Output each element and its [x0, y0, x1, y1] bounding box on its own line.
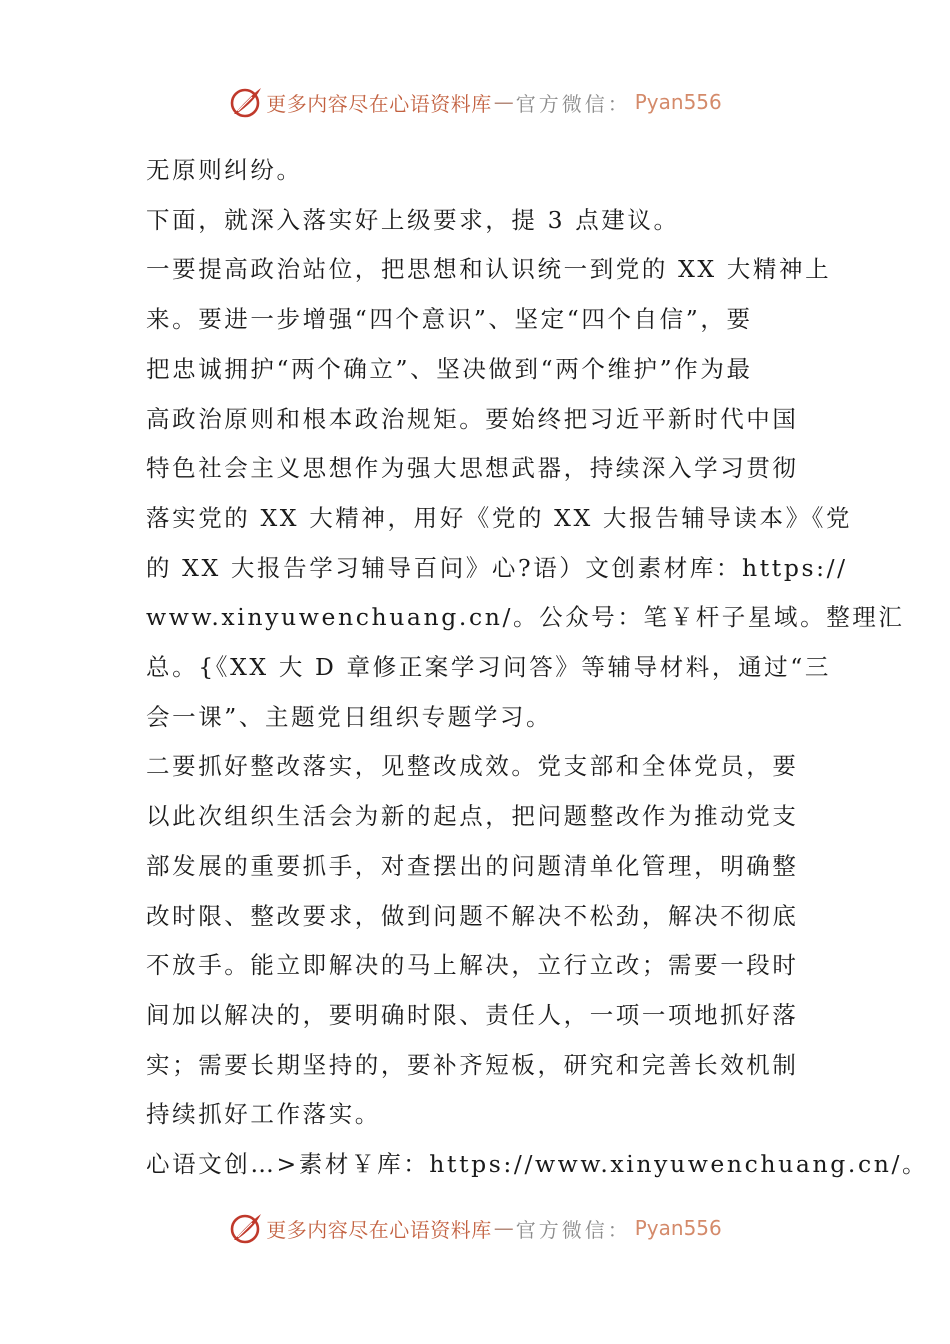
footer-wechat-id: Pyan556 [634, 1216, 722, 1240]
text-line: 会一课”、主题党日组织专题学习。 [146, 702, 553, 731]
text-line: 实；需要长期坚持的，要补齐短板，研究和完善长效机制 [146, 1050, 799, 1079]
text-line: 高政治原则和根本政治规矩。要始终把习近平新时代中国 [146, 404, 799, 433]
text-line: 下面，就深入落实好上级要求，提 3 点建议。 [146, 205, 680, 234]
footer-official-label: 官方微信： [515, 1217, 631, 1242]
paragraph-5 [146, 1140, 929, 1190]
paragraph-1 [146, 146, 806, 196]
text-line: 以此次组织生活会为新的起点，把问题整改作为推动党支 [146, 802, 799, 831]
text-line: 改时限、整改要求，做到问题不解决不松劲，解决不彻底 [146, 901, 799, 930]
footer-brand-text: 更多内容尽在心语资料库 [266, 1217, 492, 1242]
text-line: 间加以解决的，要明确时限、责任人，一项一项地抓好落 [146, 1000, 799, 1029]
paragraph-2 [146, 196, 806, 246]
header-dash: — [493, 90, 514, 114]
text-line: 二要抓好整改落实，见整改成效。党支部和全体党员，要 [146, 752, 799, 781]
document-body [146, 146, 929, 1190]
text-line: www.xinyuwenchuang.cn/。公众号：笔￥杆子星域。整理汇 [146, 603, 905, 632]
text-line: 落实党的 XX 大精神，用好《党的 XX 大报告辅导读本》《党 [146, 503, 853, 532]
quill-logo-icon [228, 84, 264, 120]
header-wechat-id: Pyan556 [634, 90, 722, 114]
text-line: 无原则纠纷。 [146, 156, 303, 184]
text-line: 的 XX 大报告学习辅导百问》心?语）文创素材库：https:// [146, 553, 848, 582]
text-line: 一要提高政治站位，把思想和认识统一到党的 XX 大精神上 [146, 255, 832, 284]
text-line: 来。要进一步增强“四个意识”、坚定“四个自信”，要 [146, 305, 753, 334]
header-official-label: 官方微信： [515, 91, 631, 116]
text-line: 总。{《XX 大 D 章修正案学习问答》等辅导材料，通过“三 [146, 653, 831, 682]
footer-banner [0, 1208, 950, 1248]
text-line: 不放手。能立即解决的马上解决，立行立改；需要一段时 [146, 951, 799, 980]
text-line: 心语文创…>素材￥库：https://www.xinyuwenchuang.cn/。 [146, 1150, 929, 1179]
header-banner [0, 82, 950, 122]
text-line: 特色社会主义思想作为强大思想武器，持续深入学习贯彻 [146, 454, 799, 483]
header-brand-text: 更多内容尽在心语资料库 [266, 91, 492, 116]
quill-logo-icon [228, 1210, 264, 1246]
paragraph-3 [146, 245, 905, 742]
text-line: 把忠诚拥护“两个确立”、坚决做到“两个维护”作为最 [146, 354, 753, 383]
text-line: 部发展的重要抓手，对查摆出的问题清单化管理，明确整 [146, 851, 799, 880]
paragraph-4 [146, 742, 806, 1140]
text-line: 持续抓好工作落实。 [146, 1100, 381, 1129]
footer-dash: — [493, 1216, 514, 1240]
